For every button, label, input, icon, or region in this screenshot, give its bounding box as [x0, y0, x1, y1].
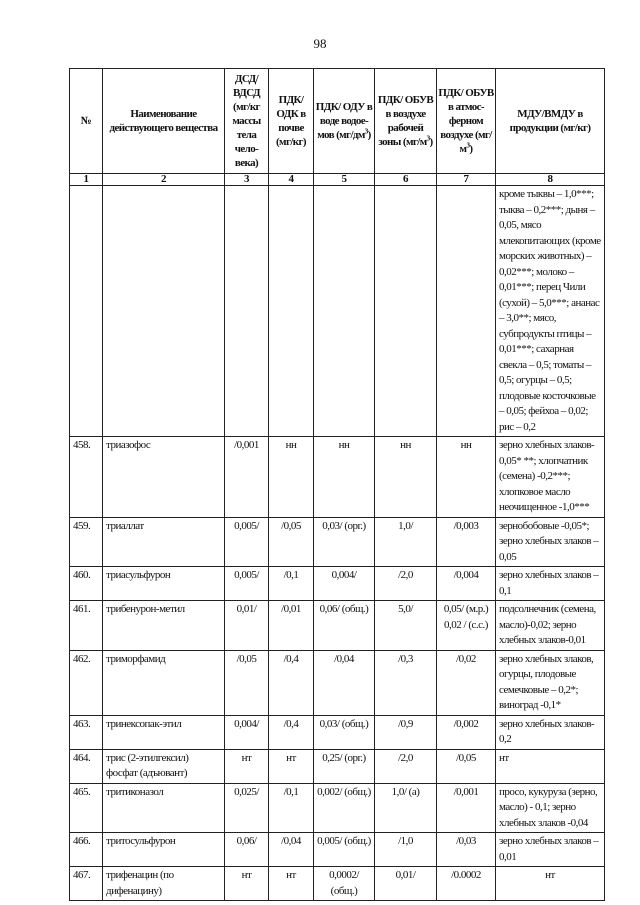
table-row — [70, 833, 605, 867]
substance-name: трис (2-этилгексил) фосфат (адъювант) — [103, 749, 225, 783]
mdu-value: просо, кукуруза (зерно, масло) - 0,1; зерно хлебных злаков -0,04 — [496, 783, 605, 833]
work-air-value: 0,01/ — [375, 867, 437, 901]
soil-value: /0,01 — [269, 601, 314, 651]
row-number: 467. — [70, 867, 103, 901]
dsd-value: 0,004/ — [225, 715, 269, 749]
substance-name: триморфамид — [103, 650, 225, 715]
mdu-value: нт — [496, 867, 605, 901]
soil-value — [269, 186, 314, 437]
soil-value: /0,4 — [269, 650, 314, 715]
row-number: 463. — [70, 715, 103, 749]
work-air-value: /0,9 — [375, 715, 437, 749]
mdu-value: подсолнечник (семена, масло)-0,02; зерно хлебных злаков-0,01 — [496, 601, 605, 651]
water-value: 0,03/ (общ.) — [314, 715, 375, 749]
soil-value: нт — [269, 867, 314, 901]
column-number: 6 — [375, 174, 437, 186]
column-number-row — [70, 174, 605, 186]
soil-value: /0,1 — [269, 567, 314, 601]
row-number: 460. — [70, 567, 103, 601]
column-number: 4 — [269, 174, 314, 186]
row-number: 461. — [70, 601, 103, 651]
atm-air-value: /0,03 — [437, 833, 496, 867]
water-value: 0,005/ (общ.) — [314, 833, 375, 867]
header-substance-name: Наименование действующего вещества — [103, 69, 225, 174]
work-air-value: 5,0/ — [375, 601, 437, 651]
table-row — [70, 186, 605, 437]
soil-value: нт — [269, 749, 314, 783]
table-row — [70, 783, 605, 833]
header-row — [70, 69, 605, 174]
substance-name: тринексопак-этил — [103, 715, 225, 749]
column-number: 1 — [70, 174, 103, 186]
substance-name: тритиконазол — [103, 783, 225, 833]
substance-name: тритосульфурон — [103, 833, 225, 867]
water-value — [314, 186, 375, 437]
mdu-value: зерно хлебных злаков- 0,05* **; хлопчатник (семена) -0,2***; хлопковое масло неочищенное -1,0*** — [496, 437, 605, 518]
substance-name: трифенацин (по дифенацину) — [103, 867, 225, 901]
work-air-value: 1,0/ — [375, 517, 437, 567]
water-value: 0,0002/ (общ.) — [314, 867, 375, 901]
table-row — [70, 867, 605, 901]
work-air-value: /0,3 — [375, 650, 437, 715]
atm-air-value: /0,003 — [437, 517, 496, 567]
header-number: № — [70, 69, 103, 174]
row-number: 459. — [70, 517, 103, 567]
dsd-value: 0,01/ — [225, 601, 269, 651]
row-number: 465. — [70, 783, 103, 833]
substance-name: триаллат — [103, 517, 225, 567]
soil-value: /0,4 — [269, 715, 314, 749]
dsd-value: 0,025/ — [225, 783, 269, 833]
water-value: 0,03/ (орг.) — [314, 517, 375, 567]
column-number: 3 — [225, 174, 269, 186]
water-value: 0,004/ — [314, 567, 375, 601]
page-number: 98 — [313, 36, 327, 51]
header-soil: ПДК/ ОДК в почве (мг/кг) — [269, 69, 314, 174]
row-number: 464. — [70, 749, 103, 783]
row-number: 462. — [70, 650, 103, 715]
table-row — [70, 517, 605, 567]
atm-air-value — [437, 186, 496, 437]
mdu-value: нт — [496, 749, 605, 783]
table-row — [70, 749, 605, 783]
table-row — [70, 437, 605, 518]
mdu-value: зерно хлебных злаков – 0,01 — [496, 833, 605, 867]
header-water: ПДК/ ОДУ в воде водое- мов $(мг/дм^3)$ — [314, 69, 375, 174]
atm-air-value: нн — [437, 437, 496, 518]
work-air-value: /1,0 — [375, 833, 437, 867]
work-air-value: /2,0 — [375, 749, 437, 783]
table-row — [70, 601, 605, 651]
soil-value: /0,05 — [269, 517, 314, 567]
table-row — [70, 567, 605, 601]
table-row — [70, 650, 605, 715]
atm-air-value: /0,02 — [437, 650, 496, 715]
mdu-value: зерно хлебных злаков, огурцы, плодовые семечковые – 0,2*; виноград -0,1* — [496, 650, 605, 715]
atm-air-value: 0,05/ (м.р.) 0,02 / (с.с.) — [437, 601, 496, 651]
header-dsd: ДСД/ ВДСД (мг/кг массы тела чело- века) — [225, 69, 269, 174]
water-value: 0,06/ (общ.) — [314, 601, 375, 651]
table-row — [70, 715, 605, 749]
dsd-value: нт — [225, 749, 269, 783]
atm-air-value: /0,004 — [437, 567, 496, 601]
regulation-table — [69, 68, 605, 901]
water-value: 0,002/ (общ.) — [314, 783, 375, 833]
water-value: 0,25/ (орг.) — [314, 749, 375, 783]
substance-name: триасульфурон — [103, 567, 225, 601]
substance-name: триазофос — [103, 437, 225, 518]
header-atm-air: ПДК/ ОБУВ в атмос- ферном воздухе $(мг/м^3)$ — [437, 69, 496, 174]
work-air-value — [375, 186, 437, 437]
atm-air-value: /0,002 — [437, 715, 496, 749]
work-air-value: нн — [375, 437, 437, 518]
atm-air-value: /0,05 — [437, 749, 496, 783]
mdu-value: кроме тыквы – 1,0***; тыква – 0,2***; дыня – 0,05, мясо млекопитающих (кроме морских животных) – 0,02***; молоко – 0,01***; перец Чили (сухой) – 5,0***; ананас – 3,0**; мясо, субпродукты птицы – 0,01***; сахарная свекла – 0,5; томаты – 0,5; огурцы – 0,5; плодовые косточковые – 0,05; фейхоа – 0,02; рис – 0,2 — [496, 186, 605, 437]
header-work-air: ПДК/ ОБУВ в воздухе рабочей зоны $(мг/м^3)$ — [375, 69, 437, 174]
dsd-value: 0,06/ — [225, 833, 269, 867]
water-value: /0,04 — [314, 650, 375, 715]
dsd-value: /0,001 — [225, 437, 269, 518]
column-number: 2 — [103, 174, 225, 186]
row-number: 466. — [70, 833, 103, 867]
column-number: 5 — [314, 174, 375, 186]
dsd-value: нт — [225, 867, 269, 901]
dsd-value: 0,005/ — [225, 567, 269, 601]
mdu-value: зернобобовые -0,05*; зерно хлебных злаков – 0,05 — [496, 517, 605, 567]
atm-air-value: /0,001 — [437, 783, 496, 833]
substance-name — [103, 186, 225, 437]
column-number: 7 — [437, 174, 496, 186]
substance-name: трибенурон-метил — [103, 601, 225, 651]
row-number — [70, 186, 103, 437]
dsd-value — [225, 186, 269, 437]
header-mdu: МДУ/ВМДУ в продукции (мг/кг) — [496, 69, 605, 174]
work-air-value: /2,0 — [375, 567, 437, 601]
column-number: 8 — [496, 174, 605, 186]
water-value: нн — [314, 437, 375, 518]
mdu-value: зерно хлебных злаков – 0,1 — [496, 567, 605, 601]
atm-air-value: /0.0002 — [437, 867, 496, 901]
dsd-value: /0,05 — [225, 650, 269, 715]
row-number: 458. — [70, 437, 103, 518]
soil-value: нн — [269, 437, 314, 518]
mdu-value: зерно хлебных злаков- 0,2 — [496, 715, 605, 749]
soil-value: /0,1 — [269, 783, 314, 833]
dsd-value: 0,005/ — [225, 517, 269, 567]
soil-value: /0,04 — [269, 833, 314, 867]
work-air-value: 1,0/ (а) — [375, 783, 437, 833]
